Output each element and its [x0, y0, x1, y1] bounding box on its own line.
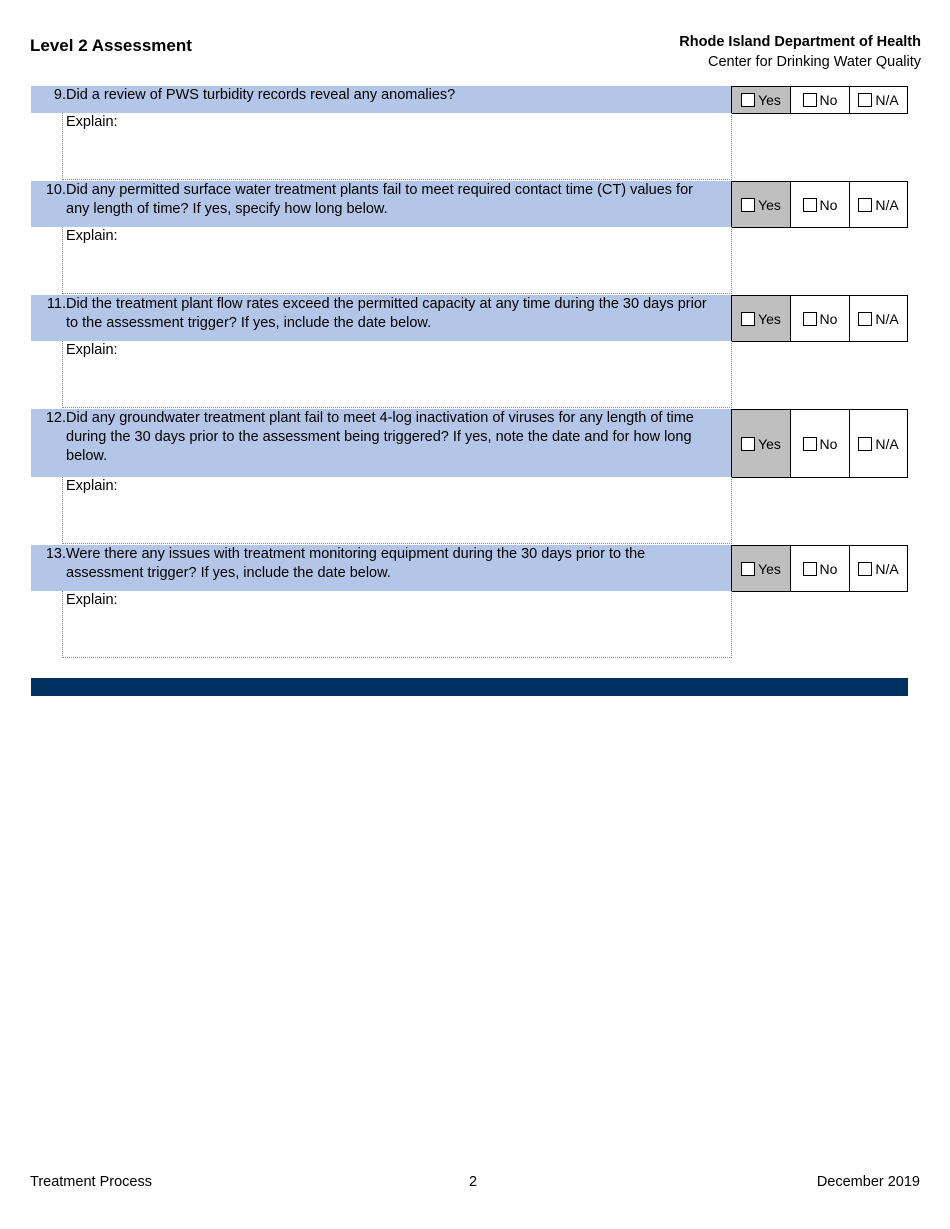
yes-label: Yes: [758, 196, 781, 213]
question-number: 12.: [45, 410, 66, 426]
answer-options: [731, 409, 908, 478]
checkbox-icon[interactable]: [741, 562, 755, 576]
question-row: [31, 295, 731, 341]
checkbox-icon[interactable]: [858, 437, 872, 451]
question-text: Did a review of PWS turbidity records reveal any anomalies?: [66, 87, 456, 103]
no-option[interactable]: [790, 181, 850, 228]
no-label: No: [819, 310, 838, 327]
yes-option[interactable]: [731, 409, 791, 478]
answer-options: [731, 86, 908, 114]
organization-name: Rhode Island Department of Health: [679, 34, 921, 50]
yes-option[interactable]: [731, 86, 791, 114]
yes-label: Yes: [758, 310, 781, 327]
no-label: No: [819, 560, 838, 577]
na-label: N/A: [875, 435, 899, 452]
yes-label: Yes: [758, 435, 781, 452]
explain-field[interactable]: [62, 477, 732, 544]
question-text: Did any permitted surface water treatment plants fail to meet required contact time (CT) values for any length of time? If yes, specify how long below.: [66, 182, 693, 217]
explain-label: Explain:: [66, 342, 118, 358]
na-label: N/A: [875, 560, 899, 577]
checkbox-icon[interactable]: [741, 312, 755, 326]
question-number: 11.: [46, 296, 66, 312]
explain-field[interactable]: [62, 113, 732, 180]
page-number: 2: [469, 1174, 478, 1190]
yes-option[interactable]: [731, 181, 791, 228]
no-label: No: [819, 435, 838, 452]
checkbox-icon[interactable]: [803, 437, 817, 451]
na-label: N/A: [875, 196, 899, 213]
no-option[interactable]: [790, 295, 850, 342]
na-option[interactable]: [849, 181, 908, 228]
question-row: [31, 545, 731, 591]
explain-label: Explain:: [66, 478, 118, 494]
explain-field[interactable]: [62, 591, 732, 658]
yes-label: Yes: [758, 560, 781, 577]
checkbox-icon[interactable]: [741, 437, 755, 451]
question-row: [31, 409, 731, 477]
question-text: Did the treatment plant flow rates exceed the permitted capacity at any time during the 30 days prior to the assessment trigger? If yes, include the date below.: [66, 296, 707, 331]
question-text: Did any groundwater treatment plant fail to meet 4-log inactivation of viruses for any length of time during the 30 days prior to the assessment being triggered? If yes, note the date and for how long below.: [66, 410, 694, 464]
footer-date: December 2019: [816, 1174, 920, 1190]
yes-option[interactable]: [731, 295, 791, 342]
no-option[interactable]: [790, 86, 850, 114]
no-option[interactable]: [790, 409, 850, 478]
na-label: N/A: [875, 310, 899, 327]
na-option[interactable]: [849, 545, 908, 592]
question-number: 13.: [45, 546, 66, 562]
checkbox-icon[interactable]: [803, 312, 817, 326]
checkbox-icon[interactable]: [803, 562, 817, 576]
answer-options: [731, 545, 908, 592]
checkbox-icon[interactable]: [803, 93, 817, 107]
checkbox-icon[interactable]: [741, 198, 755, 212]
na-label: N/A: [875, 92, 899, 108]
question-row: [31, 181, 731, 227]
na-option[interactable]: [849, 86, 908, 114]
explain-field[interactable]: [62, 341, 732, 408]
question-number: 10.: [45, 182, 66, 198]
explain-label: Explain:: [66, 592, 118, 608]
checkbox-icon[interactable]: [803, 198, 817, 212]
checkbox-icon[interactable]: [741, 93, 755, 107]
yes-option[interactable]: [731, 545, 791, 592]
na-option[interactable]: [849, 409, 908, 478]
no-label: No: [819, 92, 838, 108]
question-text: Were there any issues with treatment monitoring equipment during the 30 days prior to the assessment trigger? If yes, include the date below.: [66, 546, 646, 581]
na-option[interactable]: [849, 295, 908, 342]
no-option[interactable]: [790, 545, 850, 592]
checkbox-icon[interactable]: [858, 93, 872, 107]
section-divider-bar: [31, 678, 908, 696]
checkbox-icon[interactable]: [858, 562, 872, 576]
checkbox-icon[interactable]: [858, 198, 872, 212]
organization-subtitle: Center for Drinking Water Quality: [707, 54, 921, 70]
question-row: [31, 86, 731, 113]
footer-section: Treatment Process: [30, 1174, 152, 1190]
answer-options: [731, 181, 908, 228]
answer-options: [731, 295, 908, 342]
explain-field[interactable]: [62, 227, 732, 294]
no-label: No: [819, 196, 838, 213]
yes-label: Yes: [758, 92, 781, 108]
document-title: Level 2 Assessment: [30, 36, 192, 55]
checkbox-icon[interactable]: [858, 312, 872, 326]
explain-label: Explain:: [66, 114, 118, 130]
question-number: 9.: [53, 87, 66, 103]
explain-label: Explain:: [66, 228, 118, 244]
